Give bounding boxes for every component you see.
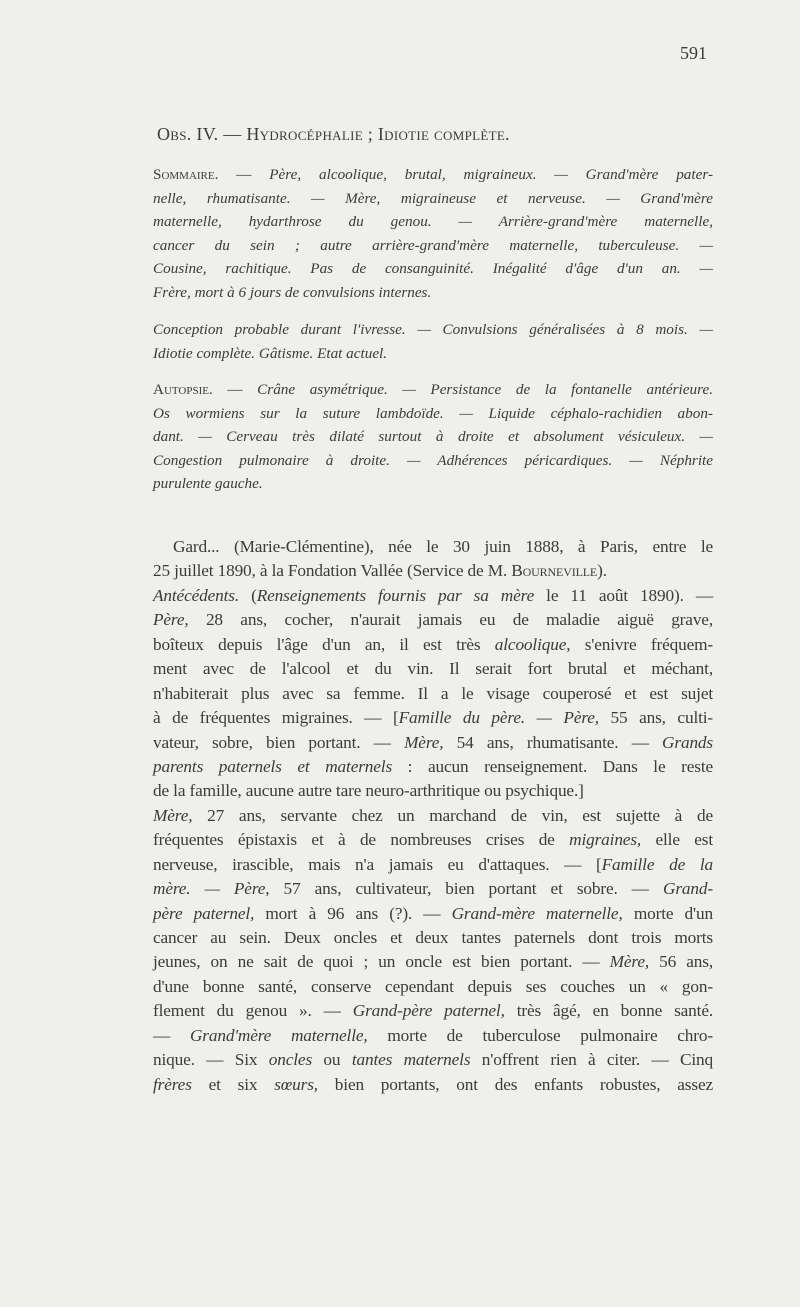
italic-text: Renseignements fournis par sa mère — [256, 585, 535, 605]
text: ). — [597, 561, 607, 581]
sommaire-line — [153, 281, 713, 305]
italic-text: Père, — [153, 610, 189, 630]
conception-line — [153, 342, 713, 366]
observation-line — [153, 608, 713, 632]
text: n'habiterait plus avec sa femme. Il a le visage couperosé et est sujet — [153, 683, 713, 703]
italic-text: parents paternels et maternels — [153, 756, 393, 776]
sommaire-line — [153, 163, 713, 187]
observation-line — [153, 657, 713, 681]
autopsie-line — [153, 378, 713, 402]
text: 55 ans, culti- — [598, 708, 713, 728]
text: d'une bonne santé, conserve cependant depuis ses couches un « gon- — [153, 976, 713, 996]
italic-text: Mère, — [609, 952, 650, 972]
text: s'enivre fréquem- — [570, 634, 714, 654]
text: — — [212, 381, 258, 398]
italic-text: Congestion pulmonaire à droite. — Adhérences péricardiques. — Néphrite — [153, 451, 713, 469]
text: — — [153, 1025, 190, 1045]
text: 25 juillet 1890, à la Fondation Vallée (Service de M. — [153, 561, 512, 581]
autopsie-line — [153, 472, 713, 496]
text: boîteux depuis l'âge d'un an, il est très — [153, 634, 495, 654]
text: mort à 96 ans (?). — — [254, 903, 452, 923]
italic-text: Grand-père paternel, — [352, 1001, 505, 1021]
text: ment avec de l'alcool et du vin. Il serait fort brutal et méchant, — [153, 659, 713, 679]
italic-text: alcoolique, — [494, 634, 571, 654]
observation-line — [153, 706, 713, 730]
italic-text: maternelle, hydarthrose du genou. — Arrière-grand'mère maternelle, — [153, 213, 713, 231]
observation-line — [153, 1048, 713, 1072]
text: de la famille, aucune autre tare neuro-arthritique ou psychique.] — [153, 781, 584, 801]
text: : aucun renseignement. Dans le reste — [392, 756, 713, 776]
italic-text: mère. — Père, — [153, 879, 270, 899]
italic-text: oncles — [268, 1050, 313, 1070]
observation-line — [153, 975, 713, 999]
observation-line — [153, 1024, 713, 1048]
observation-line — [153, 559, 713, 583]
observation-line — [153, 755, 713, 779]
text: très âgé, en bonne santé. — [504, 1001, 714, 1021]
italic-text: migraines, — [569, 830, 642, 850]
observation-line — [153, 682, 713, 706]
italic-text: nelle, rhumatisante. — Mère, migraineuse et nerveuse. — Grand'mère — [153, 189, 713, 207]
italic-text: Grand'mère maternelle, — [189, 1025, 368, 1045]
text: 54 ans, rhumatisante. — — [443, 732, 663, 752]
observation-title: Obs. IV. — Hydrocéphalie ; Idiotie complète. — [157, 124, 510, 144]
observation-line — [153, 828, 713, 852]
sommaire-line — [153, 257, 713, 281]
text: nerveuse, irascible, mais n'a jamais eu d'attaques. — [ — [153, 854, 602, 874]
italic-text: Crâne asymétrique. — Persistance de la fontanelle antérieure. — [257, 381, 713, 398]
italic-text: Frère, mort à 6 jours de convulsions internes. — [153, 283, 432, 301]
observation-line — [153, 804, 713, 828]
italic-text: Grand- — [663, 879, 713, 899]
italic-text: tantes maternels — [351, 1050, 471, 1070]
autopsie-line — [153, 402, 713, 426]
text: bien portants, ont des enfants robustes, assez — [317, 1074, 714, 1094]
text: vateur, sobre, bien portant. — — [153, 732, 405, 752]
autopsie-section — [153, 378, 713, 496]
text: et six — [191, 1074, 275, 1094]
italic-text: Grands — [662, 732, 713, 752]
italic-text: Famille du père. — Père, — [398, 708, 599, 728]
sommaire-line — [153, 210, 713, 234]
small-caps-text: Bourneville — [511, 561, 598, 581]
small-caps-text: Sommaire. — [153, 166, 219, 183]
italic-text: purulente gauche. — [153, 475, 263, 493]
italic-text: sœurs, — [274, 1074, 318, 1094]
observation-line — [153, 535, 713, 559]
text: cancer au sein. Deux oncles et deux tantes paternels dont trois morts — [153, 928, 713, 947]
conception-line — [153, 318, 713, 342]
italic-text: Conception probable durant l'ivresse. — Convulsions généralisées à 8 mois. — — [153, 321, 713, 338]
sommaire-section — [153, 163, 713, 305]
observation-line — [153, 877, 713, 901]
italic-text: Mère, — [153, 805, 193, 825]
observation-line — [153, 999, 713, 1023]
conception-section — [153, 318, 713, 365]
observation-line — [153, 902, 713, 926]
observation-line — [153, 633, 713, 657]
autopsie-line — [153, 449, 713, 473]
text: 28 ans, cocher, n'aurait jamais eu de maladie aiguë grave, — [188, 610, 713, 630]
text: nique. — Six — [153, 1050, 269, 1070]
text: 57 ans, cultivateur, bien portant et sobre. — — [269, 879, 664, 899]
text: morte d'un — [622, 903, 713, 923]
text: à de fréquentes migraines. — [ — [153, 708, 399, 728]
autopsie-line — [153, 425, 713, 449]
italic-text: Idiotie complète. Gâtisme. Etat actuel. — [153, 344, 388, 362]
observation-body — [153, 535, 713, 1097]
italic-text: dant. — Cerveau très dilaté surtout à droite et absolument vésiculeux. — — [153, 428, 713, 446]
italic-text: Père, alcoolique, brutal, migraineux. — Grand'mère pater- — [269, 166, 714, 183]
italic-text: Cousine, rachitique. Pas de consanguinité. Inégalité d'âge d'un an. — — [153, 260, 713, 278]
text: ( — [239, 585, 257, 605]
italic-text: père paternel, — [153, 903, 255, 923]
observation-line — [153, 1073, 713, 1097]
observation-line — [153, 779, 713, 803]
text: elle est — [641, 830, 713, 850]
observation-line — [153, 950, 713, 974]
text: n'offrent rien à citer. — Cinq — [470, 1050, 714, 1070]
italic-text: Mère, — [404, 732, 444, 752]
text: — — [218, 166, 270, 183]
italic-text: Os wormiens sur la suture lambdoïde. — Liquide céphalo-rachidien abon- — [153, 404, 713, 422]
text: morte de tuberculose pulmonaire chro- — [367, 1025, 713, 1045]
sommaire-line — [153, 234, 713, 258]
text: Gard... (Marie-Clémentine), née le 30 juin 1888, à Paris, entre le — [173, 537, 713, 556]
italic-text: frères — [153, 1074, 192, 1094]
text: flement du genou ». — — [153, 1001, 353, 1021]
text: jeunes, on ne sait de quoi ; un oncle est bien portant. — — [153, 952, 610, 972]
observation-line — [153, 853, 713, 877]
text: ou — [312, 1050, 352, 1070]
observation-line — [153, 731, 713, 755]
observation-line — [153, 926, 713, 950]
text: 27 ans, servante chez un marchand de vin, est sujette à de — [192, 805, 713, 825]
sommaire-line — [153, 187, 713, 211]
italic-text: Antécédents. — [153, 585, 240, 605]
text: le 11 août 1890). — — [534, 585, 714, 605]
italic-text: cancer du sein ; autre arrière-grand'mère maternelle, tuberculeuse. — — [153, 236, 713, 254]
text: fréquentes épistaxis et à de nombreuses crises de — [153, 830, 570, 850]
small-caps-text: Autopsie. — [153, 381, 213, 398]
page-number: 591 — [680, 43, 707, 63]
text: 56 ans, — [649, 952, 713, 972]
italic-text: Famille de la — [601, 854, 713, 874]
observation-line — [153, 584, 713, 608]
italic-text: Grand-mère maternelle, — [451, 903, 623, 923]
